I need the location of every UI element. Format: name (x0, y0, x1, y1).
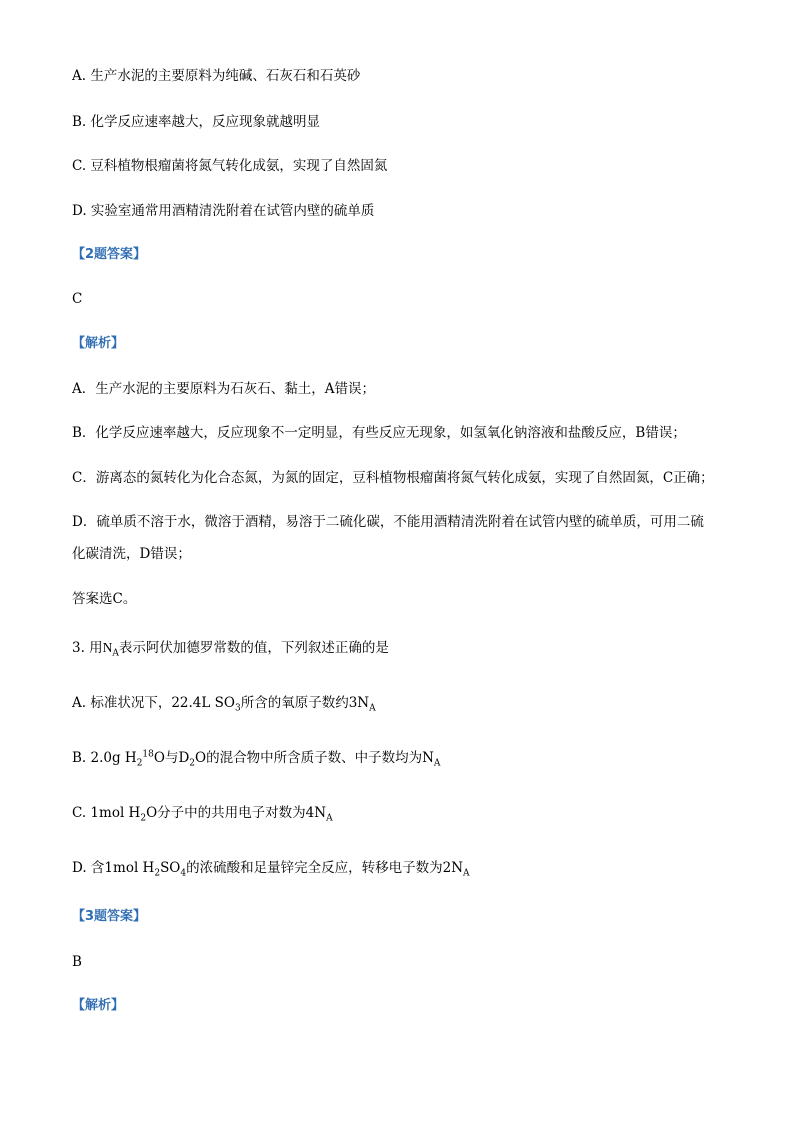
q3-stem (72, 639, 722, 657)
q2-analysis-a: A．生产水泥的主要原料为石灰石、黏土，A错误； (72, 381, 375, 397)
q3-option-c-sub2: A (326, 813, 333, 822)
q3-option-b-mid: O与D (153, 750, 190, 766)
q3-option-d-sub3: A (463, 868, 470, 877)
q3-option-d (72, 859, 722, 877)
q3-option-b-sub2: 2 (189, 758, 196, 767)
q3-option-b-sup: 18 (142, 749, 154, 760)
q3-option-a-mid: 所含的氧原子数约3N (240, 695, 370, 711)
q3-option-b-pre: B. 2.0g H (72, 750, 137, 766)
q3-stem-prefix: 3. 用 (72, 640, 103, 656)
q3-option-a-pre: A. 标准状况下，22.4L SO (72, 695, 235, 711)
q3-option-d-pre: D. 含1mol H (72, 860, 155, 876)
q3-option-c-mid: O分子中的共用电子对数为4N (146, 805, 327, 821)
q2-option-a: A. 生产水泥的主要原料为纯碱、石灰石和石英砂 (72, 68, 361, 84)
q3-option-b (72, 749, 722, 767)
q2-analysis-d-line1: D．硫单质不溶于水，微溶于酒精，易溶于二硫化碳，不能用酒精清洗附着在试管内壁的硫单质，可用二硫 (72, 514, 704, 530)
q2-option-d: D. 实验室通常用酒精清洗附着在试管内壁的硫单质 (72, 203, 375, 219)
q3-option-b-sub: 2 (136, 758, 143, 767)
q3-option-b-mid2: O的混合物中所含质子数、中子数均为N (195, 750, 434, 766)
q3-option-b-sub3: A (433, 758, 441, 767)
q3-option-a (72, 694, 722, 712)
q3-stem-na: N (102, 640, 113, 655)
q3-answer: B (72, 954, 82, 970)
q3-option-d-mid: SO (160, 860, 181, 876)
q3-stem-na-sub: A (112, 648, 119, 657)
q3-stem-suffix: 表示阿伏加德罗常数的值，下列叙述正确的是 (118, 640, 389, 656)
q2-analysis-heading: 【解析】 (72, 336, 125, 351)
q3-option-d-sub: 2 (154, 868, 161, 877)
q3-option-d-mid2: 的浓硫酸和足量锌完全反应，转移电子数为2N (186, 860, 464, 876)
q2-conclusion: 答案选C。 (72, 591, 137, 607)
q3-answer-heading: 【3题答案】 (72, 909, 147, 924)
q3-option-a-sub: 3 (234, 703, 241, 712)
q2-answer: C (72, 291, 83, 307)
q2-analysis-b: B．化学反应速率越大，反应现象不一定明显，有些反应无现象，如氢氧化钠溶液和盐酸反应，B错误； (72, 425, 686, 441)
q3-option-c (72, 804, 722, 822)
q2-analysis-d-line2: 化碳清洗，D错误； (72, 546, 191, 562)
q3-option-a-sub2: A (369, 703, 376, 712)
q2-option-b: B. 化学反应速率越大，反应现象就越明显 (72, 114, 321, 130)
q2-option-c: C. 豆科植物根瘤菌将氮气转化成氨，实现了自然固氮 (72, 158, 388, 174)
q2-analysis-c: C．游离态的氮转化为化合态氮，为氮的固定，豆科植物根瘤菌将氮气转化成氨，实现了自然固氮，C正确； (72, 470, 714, 486)
q3-option-c-pre: C. 1mol H (72, 805, 141, 821)
q2-answer-heading: 【2题答案】 (72, 247, 147, 262)
q3-option-d-sub2: 4 (180, 868, 187, 877)
q3-analysis-heading: 【解析】 (72, 998, 125, 1013)
q3-option-c-sub: 2 (140, 813, 147, 822)
